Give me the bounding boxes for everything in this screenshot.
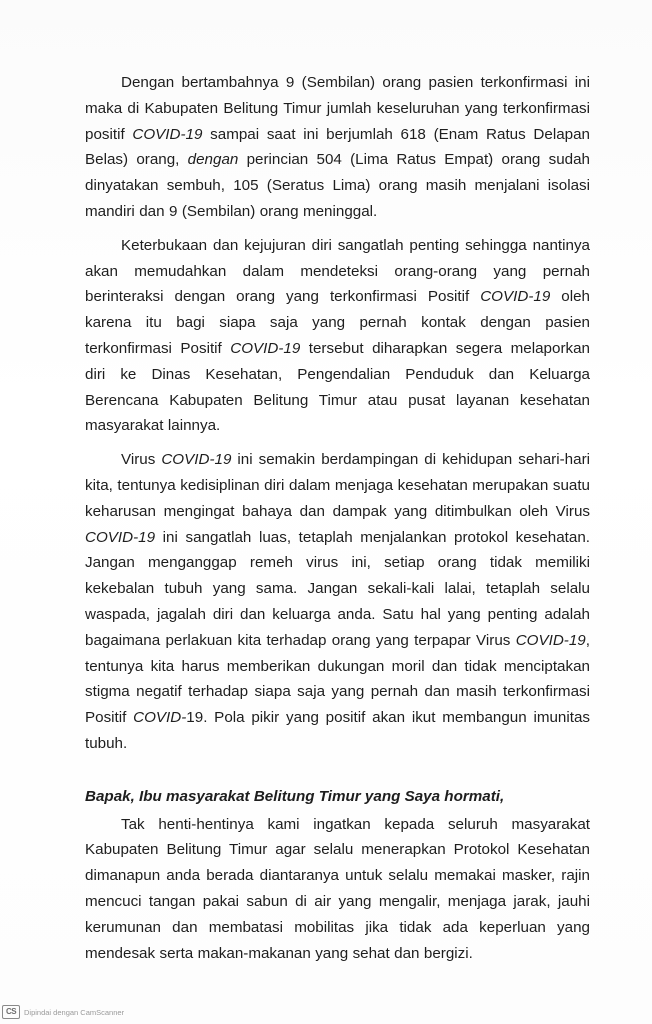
scanner-watermark-text: Dipindai dengan CamScanner xyxy=(24,1007,125,1017)
italic-term: COVID-19 xyxy=(230,339,301,357)
scanner-watermark xyxy=(2,1005,124,1019)
text-run: Keterbukaan dan kejujuran diri sangatlah penting sehingga nantinya akan memudahkan dalam mendeteksi orang-orang yang pernah berinteraksi dengan orang yang terkonfirmasi Positif xyxy=(85,236,590,306)
text-run: ini sangatlah luas, tetaplah menjalankan protokol kesehatan. Jangan menganggap remeh virus ini, setiap orang tidak memiliki kekebalan tubuh yang sama. Jangan sekali-kali lalai, tetaplah selalu waspada, jagalah diri dan keluarga anda. Satu hal yang penting adalah bagaimana perlakuan kita terhadap orang yang terpapar Virus xyxy=(85,528,590,649)
text-run: 19. Pola pikir yang positif akan ikut membangun imunitas tubuh. xyxy=(85,709,590,752)
italic-term: COVID-19 xyxy=(515,631,586,649)
paragraph-confirmed-cases xyxy=(85,70,590,225)
italic-term: COVID-19 xyxy=(85,528,156,546)
text-run: Virus xyxy=(121,451,162,469)
document-body xyxy=(85,70,590,966)
italic-term: dengan xyxy=(187,151,239,169)
text-run: , tentunya kita harus memberikan dukungan moril dan tidak menciptakan stigma negatif terhadap siapa saja yang pernah dan masih terkonfirmasi Positif xyxy=(85,631,590,727)
text-run: sampai saat ini berjumlah 618 (Enam Ratus Delapan Belas) orang, xyxy=(85,125,590,169)
paragraph-discipline-health xyxy=(85,447,590,757)
italic-term: COVID- xyxy=(133,709,187,727)
text-run: perincian 504 (Lima Ratus Empat) orang sudah dinyatakan sembuh, 105 (Seratus Lima) orang masih menjalani isolasi mandiri dan 9 (Sembilan) orang meninggal. xyxy=(85,151,590,220)
text-run: tersebut diharapkan segera melaporkan diri ke Dinas Kesehatan, Pengendalian Penduduk dan Keluarga Berencana Kabupaten Belitung Timur atau pusat layanan kesehatan masyarakat lainnya. xyxy=(85,339,590,435)
section-heading-salutation: Bapak, Ibu masyarakat Belitung Timur yang Saya hormati, xyxy=(85,787,505,805)
paragraph-health-protocol xyxy=(85,812,590,967)
text-run: ini semakin berdampingan di kehidupan sehari-hari kita, tentunya kedisiplinan diri dalam menjaga kesehatan merupakan suatu keharusan mengingat bahaya dan dampak yang ditimbulkan oleh Virus xyxy=(85,451,590,520)
text-run: oleh karena itu bagi siapa saja yang pernah kontak dengan pasien terkonfirmasi Positif xyxy=(85,288,590,357)
italic-term: COVID-19 xyxy=(480,288,551,306)
camscanner-logo-icon: CS xyxy=(2,1005,20,1019)
italic-term: COVID-19 xyxy=(161,451,232,469)
paragraph-openness-honesty xyxy=(85,233,590,439)
italic-term: COVID-19 xyxy=(132,125,203,143)
text-run: Tak henti-hentinya kami ingatkan kepada seluruh masyarakat Kabupaten Belitung Timur agar selalu menerapkan Protokol Kesehatan dimanapun anda berada diantaranya untuk selalu memakai masker, rajin mencuci tangan pakai sabun di air yang mengalir, menjaga jarak, jauhi kerumunan dan membatasi mobilitas jika tidak ada keperluan yang mendesak serta makan-makanan yang sehat dan bergizi. xyxy=(85,815,590,962)
text-run: Dengan bertambahnya 9 (Sembilan) orang pasien terkonfirmasi ini maka di Kabupaten Belitung Timur jumlah keseluruhan yang terkonfirmasi positif xyxy=(85,74,590,143)
